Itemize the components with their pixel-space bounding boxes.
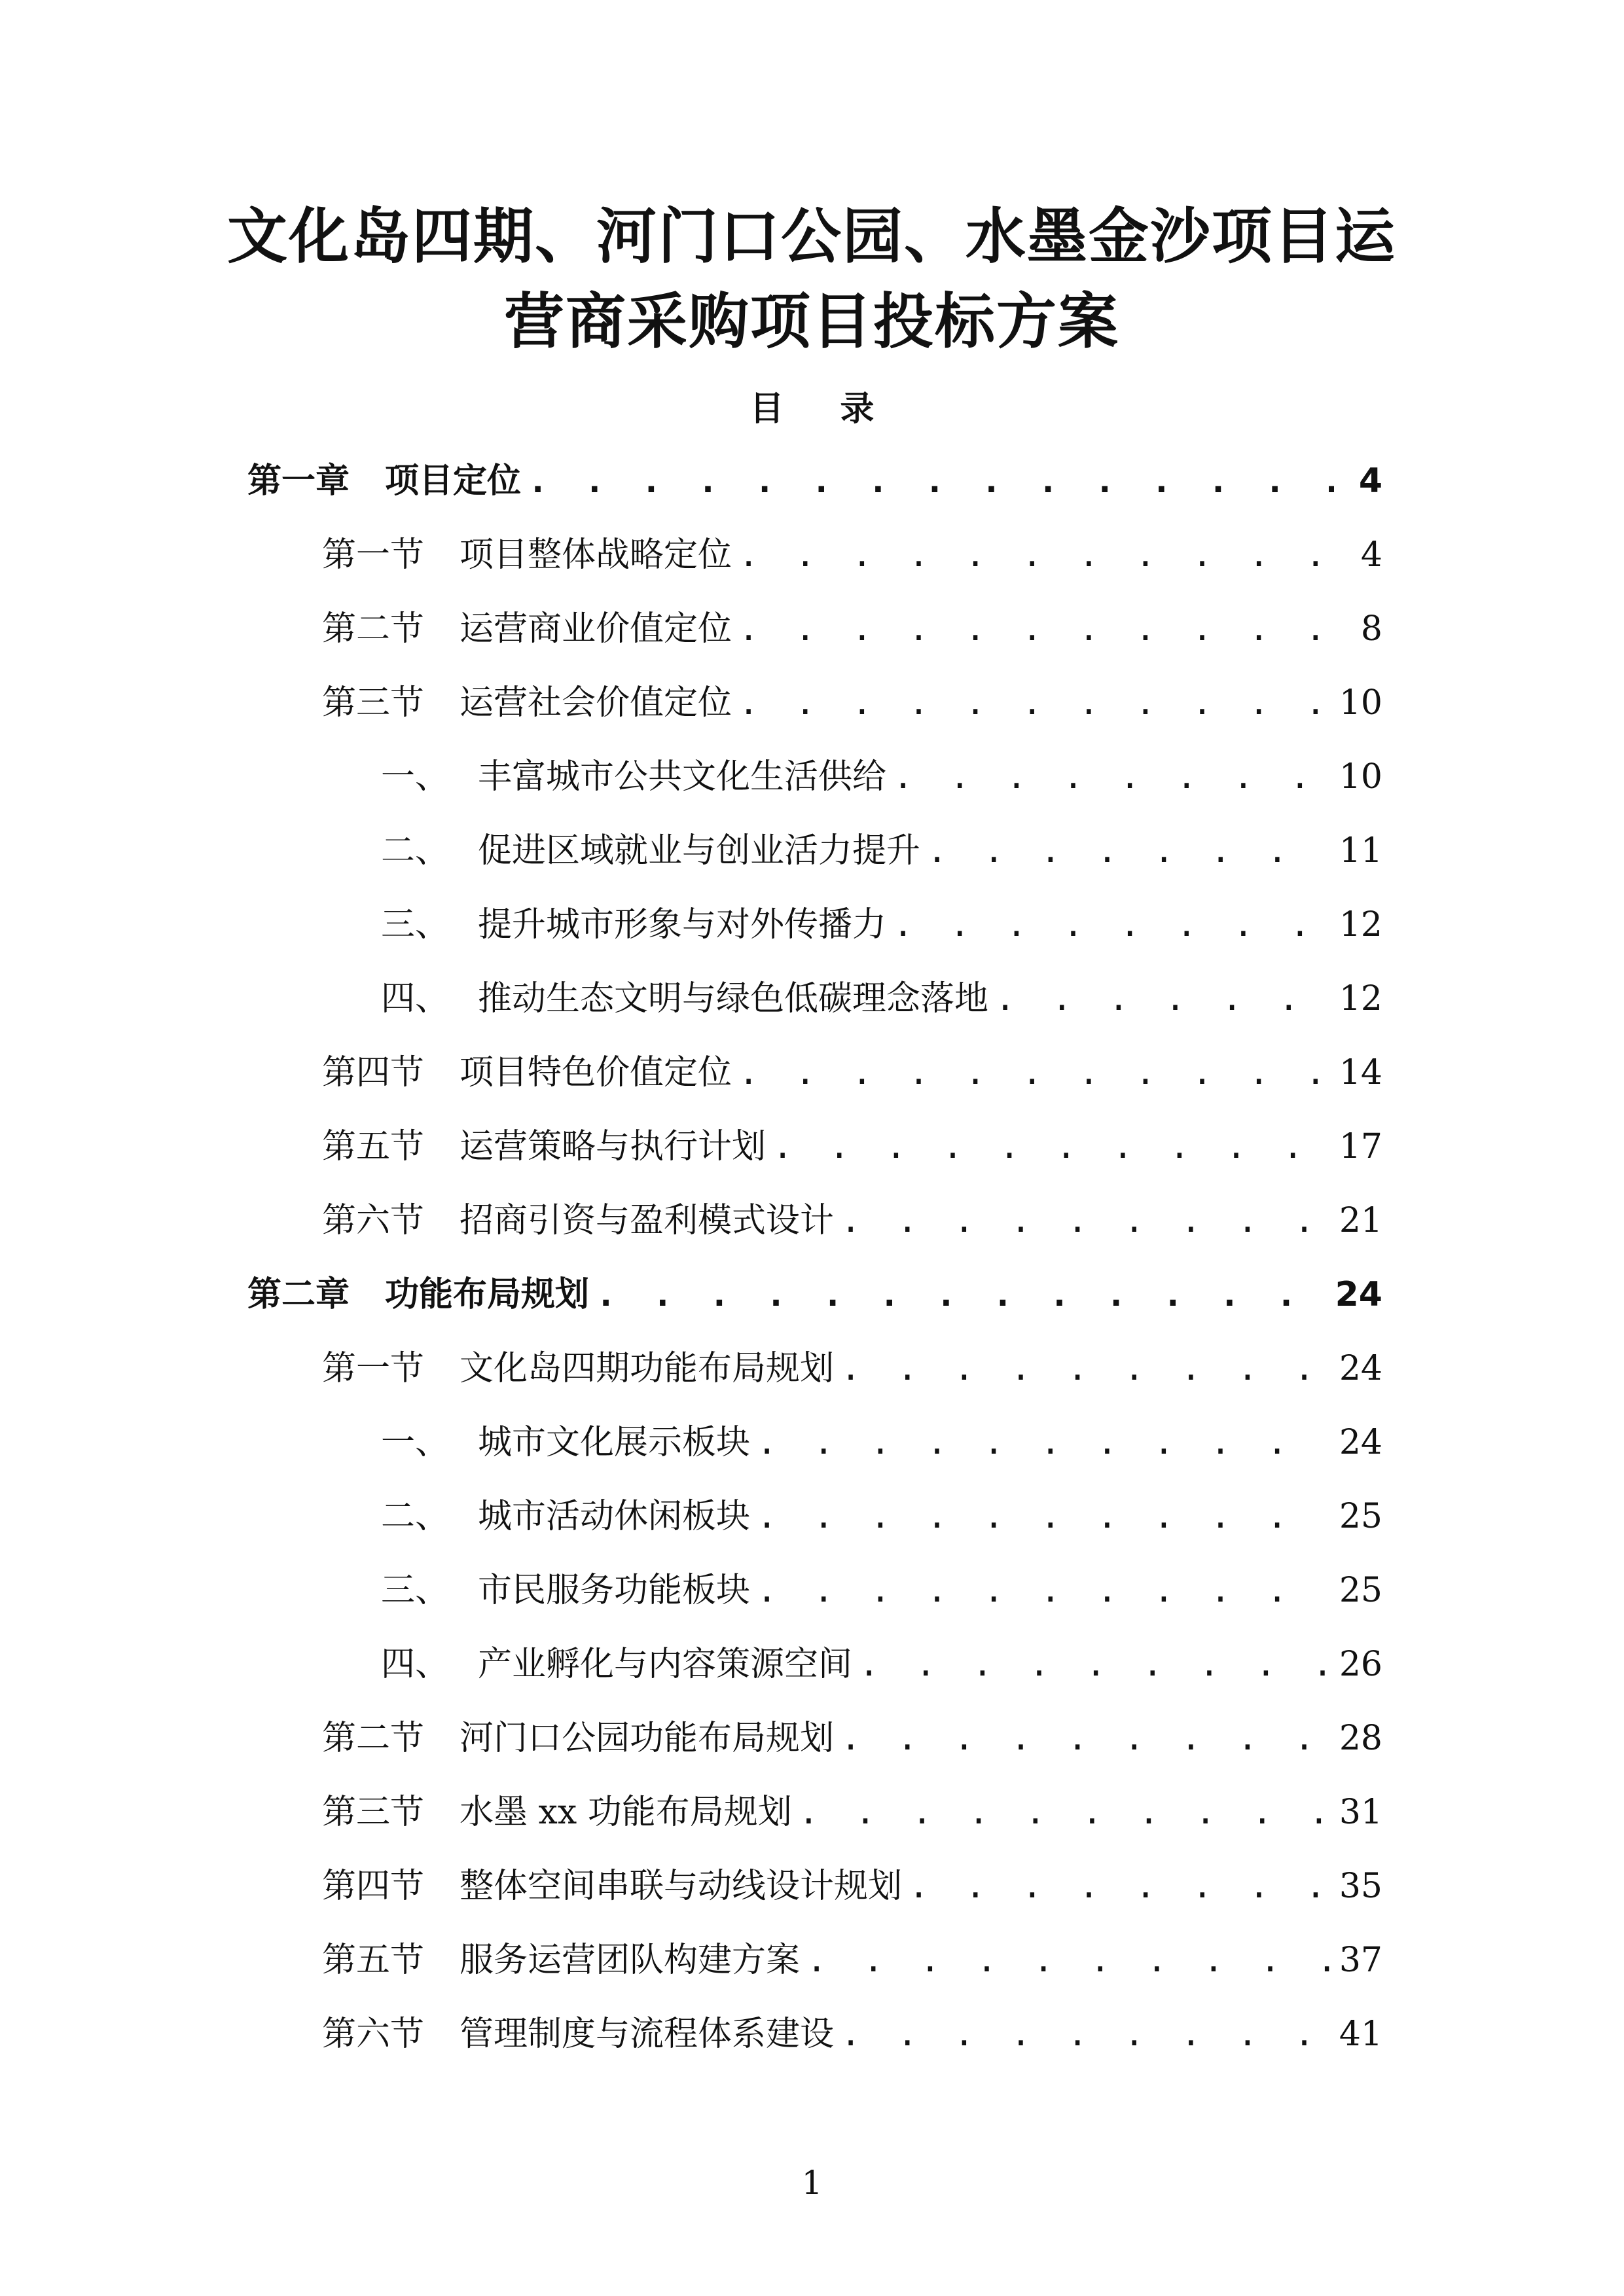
toc-entry-page: 14	[1339, 1053, 1382, 1092]
toc-entry-label: 项目整体战略定位	[460, 535, 732, 575]
toc-entry[interactable]	[322, 529, 1382, 581]
toc-dot-leader	[596, 1268, 1326, 1321]
toc-entry-page: 21	[1339, 1201, 1382, 1240]
toc-entry-number: 第一章	[247, 461, 350, 501]
toc-entry-label: 服务运营团队构建方案	[460, 1941, 801, 1980]
toc-dot-leader	[772, 1121, 1330, 1173]
toc-entry-page: 28	[1339, 1719, 1382, 1758]
toc-entry[interactable]	[322, 1047, 1382, 1099]
toc-entry-number: 三、	[381, 905, 450, 944]
toc-entry-number: 第五节	[322, 1941, 425, 1980]
toc-entry[interactable]	[322, 2008, 1382, 2060]
toc-entry[interactable]	[381, 1490, 1382, 1543]
toc-entry-number: 四、	[381, 1645, 450, 1684]
toc-entry-number: 第四节	[322, 1867, 425, 1906]
toc-entry[interactable]	[322, 1934, 1382, 1986]
toc-entry[interactable]	[322, 1786, 1382, 1839]
toc-entry[interactable]	[322, 1342, 1382, 1395]
toc-entry[interactable]	[322, 1194, 1382, 1247]
toc-entry-label: 运营社会价值定位	[460, 683, 732, 723]
toc-entry-number: 三、	[381, 1571, 450, 1610]
toc-dot-leader	[909, 1860, 1330, 1912]
toc-entry[interactable]	[381, 1564, 1382, 1617]
toc-entry-label: 运营策略与执行计划	[460, 1127, 767, 1166]
toc-entry-number: 第三节	[322, 683, 425, 723]
toc-entry-label: 河门口公园功能布局规划	[460, 1719, 835, 1758]
toc-entry-page: 10	[1339, 757, 1382, 797]
toc-dot-leader	[757, 1564, 1330, 1617]
toc-dot-leader	[995, 973, 1330, 1025]
toc-entry-label: 招商引资与盈利模式设计	[460, 1201, 835, 1240]
toc-entry-page: 25	[1339, 1497, 1382, 1536]
toc-entry[interactable]	[322, 603, 1382, 655]
toc-entry-number: 第一节	[322, 535, 425, 575]
toc-heading: 目 录	[749, 389, 897, 429]
toc-entry-page: 24	[1335, 1275, 1382, 1314]
toc-dot-leader	[799, 1786, 1330, 1839]
toc-dot-leader	[738, 677, 1330, 729]
toc-entry-label: 市民服务功能板块	[478, 1571, 751, 1610]
toc-entry[interactable]	[322, 1712, 1382, 1765]
toc-entry-number: 第三节	[322, 1793, 425, 1832]
toc-entry-number: 第四节	[322, 1053, 425, 1092]
toc-entry-number: 一、	[381, 1423, 450, 1462]
toc-entry-label: 丰富城市公共文化生活供给	[478, 757, 887, 797]
toc-entry[interactable]	[381, 973, 1382, 1025]
toc-entry-label: 推动生态文明与绿色低碳理念落地	[478, 979, 989, 1018]
toc-entry-number: 一、	[381, 757, 450, 797]
toc-entry-page: 24	[1339, 1423, 1382, 1462]
toc-dot-leader	[757, 1490, 1330, 1543]
toc-entry-page: 8	[1360, 609, 1382, 649]
toc-entry-page: 4	[1358, 461, 1382, 501]
toc-dot-leader	[840, 2008, 1330, 2060]
toc-entry-number: 第五节	[322, 1127, 425, 1166]
toc-entry-number: 第一节	[322, 1349, 425, 1388]
toc-entry-label: 运营商业价值定位	[460, 609, 732, 649]
toc-entry-page: 4	[1360, 535, 1382, 575]
toc-dot-leader	[757, 1416, 1330, 1469]
toc-entry[interactable]	[247, 455, 1382, 507]
toc-entry[interactable]	[381, 899, 1382, 951]
toc-entry[interactable]	[322, 1860, 1382, 1912]
toc-entry-label: 促进区域就业与创业活力提升	[478, 831, 921, 870]
toc-entry-number: 第六节	[322, 1201, 425, 1240]
toc-entry[interactable]	[381, 1638, 1382, 1691]
toc-dot-leader	[893, 751, 1330, 803]
toc-entry-number: 第六节	[322, 2015, 425, 2054]
toc-entry[interactable]	[322, 677, 1382, 729]
toc-dot-leader	[528, 455, 1334, 507]
toc-entry-label: 项目定位	[385, 461, 522, 501]
toc-dot-leader	[927, 825, 1330, 877]
toc-entry-label: 项目特色价值定位	[460, 1053, 732, 1092]
toc-entry-label: 文化岛四期功能布局规划	[460, 1349, 835, 1388]
toc-entry-page: 35	[1339, 1867, 1382, 1906]
toc-entry-label: 整体空间串联与动线设计规划	[460, 1867, 903, 1906]
document-title-line-2: 营商采购项目投标方案	[503, 287, 1119, 357]
toc-entry-page: 12	[1339, 905, 1382, 944]
toc-dot-leader	[859, 1638, 1330, 1691]
document-title-line-1: 文化岛四期、河门口公园、水墨金沙项目运	[226, 202, 1396, 272]
toc-entry-label: 城市活动休闲板块	[478, 1497, 751, 1536]
toc-entry-label: 提升城市形象与对外传播力	[478, 905, 887, 944]
toc-entry-page: 11	[1339, 831, 1382, 870]
toc-entry-number: 二、	[381, 831, 450, 870]
toc-entry[interactable]	[247, 1268, 1382, 1321]
toc-dot-leader	[840, 1342, 1330, 1395]
toc-entry-number: 第二章	[247, 1275, 350, 1314]
toc-entry[interactable]	[322, 1121, 1382, 1173]
toc-entry-page: 37	[1339, 1941, 1382, 1980]
toc-entry-page: 41	[1339, 2015, 1382, 2054]
toc-entry-page: 10	[1339, 683, 1382, 723]
toc-entry-number: 第二节	[322, 1719, 425, 1758]
toc-dot-leader	[840, 1194, 1330, 1247]
toc-dot-leader	[738, 603, 1334, 655]
toc-entry-number: 四、	[381, 979, 450, 1018]
toc-entry-page: 12	[1339, 979, 1382, 1018]
toc-entry-label: 功能布局规划	[385, 1275, 590, 1314]
toc-entry[interactable]	[381, 1416, 1382, 1469]
toc-dot-leader	[806, 1934, 1330, 1986]
page-number: 1	[801, 2164, 823, 2202]
toc-entry-page: 17	[1339, 1127, 1382, 1166]
toc-dot-leader	[840, 1712, 1330, 1765]
toc-entry-page: 25	[1339, 1571, 1382, 1610]
toc-entry-number: 第二节	[322, 609, 425, 649]
toc-entry[interactable]	[381, 751, 1382, 803]
toc-dot-leader	[738, 529, 1334, 581]
toc-entry-page: 31	[1339, 1793, 1382, 1832]
toc-entry-label: 产业孵化与内容策源空间	[478, 1645, 853, 1684]
toc-entry-page: 26	[1339, 1645, 1382, 1684]
toc-dot-leader	[893, 899, 1330, 951]
toc-dot-leader	[738, 1047, 1330, 1099]
toc-entry-label: 水墨 xx 功能布局规划	[460, 1793, 792, 1832]
toc-entry-label: 管理制度与流程体系建设	[460, 2015, 835, 2054]
toc-entry-label: 城市文化展示板块	[478, 1423, 751, 1462]
toc-entry-page: 24	[1339, 1349, 1382, 1388]
toc-entry-number: 二、	[381, 1497, 450, 1536]
toc-entry[interactable]	[381, 825, 1382, 877]
